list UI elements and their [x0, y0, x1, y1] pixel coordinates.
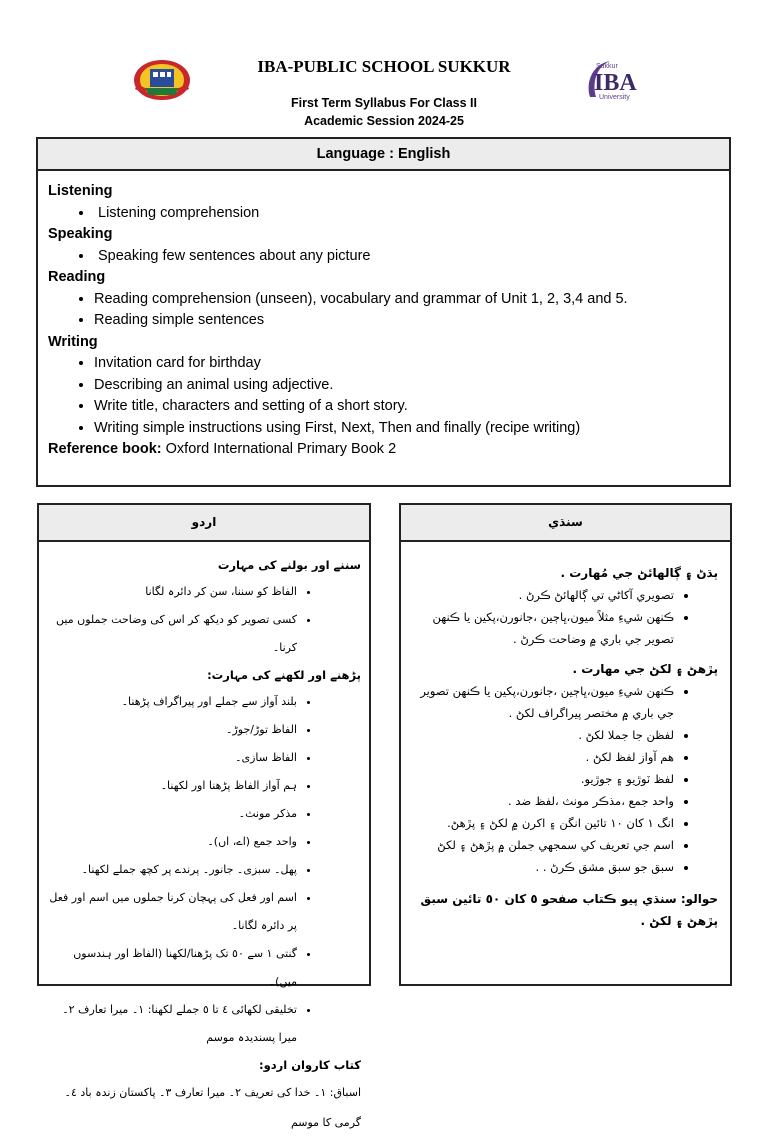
list-item: • سبق جو سبق مشق ڪرڻ . .	[411, 856, 674, 878]
list-item: • هم آواز لفظ لکڻ .	[411, 746, 674, 768]
list-item: • انگ ١ کان ١٠ تائين انگن ۽ اکرن ۾ لکڻ ۽ پڙهڻ.	[411, 812, 674, 834]
syllabus-title: First Term Syllabus For Class II	[291, 96, 477, 110]
list-item: • گنتی ١ سے ٥٠ تک پڑھنا/لکھنا (الفاظ اور ہندسوں میں)۔	[49, 940, 297, 996]
english-syllabus-box	[36, 137, 731, 487]
section-title-reading: Reading	[48, 269, 106, 285]
list-item: • اسم جي تعريف کي سمجهي جملن ۾ پڙهڻ ۽ لکڻ	[411, 834, 674, 856]
section-title-listening: Listening	[48, 183, 113, 199]
sindhi-heading: سنڌي	[401, 505, 730, 542]
iba-logo-top-text: Sukkur	[596, 63, 618, 70]
list-item: • Describing an animal using adjective.	[94, 375, 719, 397]
iba-logo-main-text: IBA	[594, 70, 637, 96]
sindhi-syllabus-box	[399, 503, 732, 986]
list-item: • الفاظ کو سننا، سن کر دائرہ لگانا	[49, 578, 297, 606]
list-item: • تصويري آکاڻي تي ڳالهائڻ ڪرڻ .	[411, 584, 674, 606]
reference-label: Reference book:	[48, 441, 162, 457]
urdu-lessons: اسباق: ١۔ خدا کی تعریف ٢۔ میرا تعارف ٣۔ پاکستان زندہ باد ٤۔ گرمی کا موسم	[64, 1086, 361, 1129]
list-item: • Invitation card for birthday	[94, 353, 719, 375]
urdu-section-title-reading-writing: پڑھنے اور لکھنے کی مہارت:	[207, 668, 361, 682]
list-item: • واحد جمع (اے، اں)۔	[49, 828, 297, 856]
section-title-writing: Writing	[48, 333, 98, 350]
sindhi-reading-list	[411, 680, 718, 878]
listening-list	[48, 203, 719, 225]
speaking-list	[48, 246, 719, 268]
urdu-book-title: کتاب کاروان اردو:	[258, 1058, 361, 1072]
list-item: • مذکر مونث۔	[49, 800, 297, 828]
list-item: • Reading comprehension (unseen), vocabulary and grammar of Unit 1, 2, 3,4 and 5.	[94, 289, 719, 311]
sindhi-section-title-listening-speaking: ٻڌڻ ۽ ڳالهائڻ جي مُهارت .	[560, 566, 718, 580]
section-title-speaking: Speaking	[48, 226, 113, 242]
list-item: • لفظن جا جملا لکڻ .	[411, 724, 674, 746]
reference-value: Oxford International Primary Book 2	[161, 441, 397, 457]
list-item: • لفظ ٽوڙيو ۽ جوڙيو.	[411, 768, 674, 790]
list-item: • بلند آواز سے جملے اور پیراگراف پڑھنا۔	[49, 688, 297, 716]
writing-list	[48, 353, 719, 439]
list-item: • Write title, characters and setting of a short story.	[94, 396, 719, 418]
urdu-section-title-listening-speaking: سننے اور بولنے کی مہارت	[217, 558, 361, 572]
list-item: • کسی تصویر کو دیکھ کر اس کی وضاحت جملوں میں کرنا۔	[49, 606, 297, 662]
iba-logo-bottom-text: University	[599, 94, 630, 101]
list-item: • ڪنهن شيءِ ميون،ڀاڄين ،جانورن،پکين يا ڪنهن تصوير جي باري ۾ مختصر پيراگراف لکڻ .	[411, 680, 674, 724]
list-item: • اسم اور فعل کی پہچان کرنا جملوں میں اسم اور فعل پر دائرہ لگانا۔	[49, 884, 297, 940]
list-item: • پھل۔ سبزی۔ جانور۔ پرندے پر کچھ جملے لکھنا۔	[49, 856, 297, 884]
sindhi-reference: حوالو: سنڌي پيو ڪتاب صفحو ٥ کان ٥٠ تائين سبق پڙهڻ ۽ لکڻ .	[420, 892, 718, 928]
urdu-syllabus-box	[37, 503, 371, 1129]
urdu-content	[39, 542, 369, 1138]
list-item: • Writing simple instructions using First, Next, Then and finally (recipe writing)	[94, 418, 719, 440]
sindhi-section-title-reading-writing: پڙهڻ ۽ لکڻ جي مهارت .	[572, 662, 718, 676]
sindhi-content	[401, 542, 730, 932]
urdu-listening-list	[49, 578, 361, 662]
list-item: • Speaking few sentences about any picture	[94, 246, 719, 268]
sindhi-listening-list	[411, 584, 718, 650]
list-item: • ڪنهن شيءِ مثلاً ميون،ڀاڄين ،جانورن،پکين يا ڪنهن تصوير جي باري ۾ وضاحت ڪرڻ .	[411, 606, 674, 650]
english-content	[38, 171, 729, 461]
academic-session: Academic Session 2024-25	[304, 114, 464, 128]
urdu-reading-list	[49, 688, 361, 1052]
urdu-heading: اردو	[39, 505, 369, 542]
list-item: • تخلیقی لکھائی ٤ تا ٥ جملے لکھنا: ١۔ میرا تعارف ٢۔ میرا پسندیدہ موسم	[49, 996, 297, 1052]
list-item: • ہم آواز الفاظ پڑھنا اور لکھنا۔	[49, 772, 297, 800]
reading-list	[48, 289, 719, 332]
list-item: • Listening comprehension	[94, 203, 719, 225]
school-name: IBA-PUBLIC SCHOOL SUKKUR	[257, 57, 511, 76]
list-item: • Reading simple sentences	[94, 310, 719, 332]
list-item: • الفاظ سازی۔	[49, 744, 297, 772]
list-item: • واحد جمع ،مذڪر مونث ،لفظ ضد .	[411, 790, 674, 812]
english-heading: Language : English	[38, 139, 729, 171]
list-item: • الفاظ توڑ/جوڑ۔	[49, 716, 297, 744]
reference-book	[48, 439, 719, 461]
